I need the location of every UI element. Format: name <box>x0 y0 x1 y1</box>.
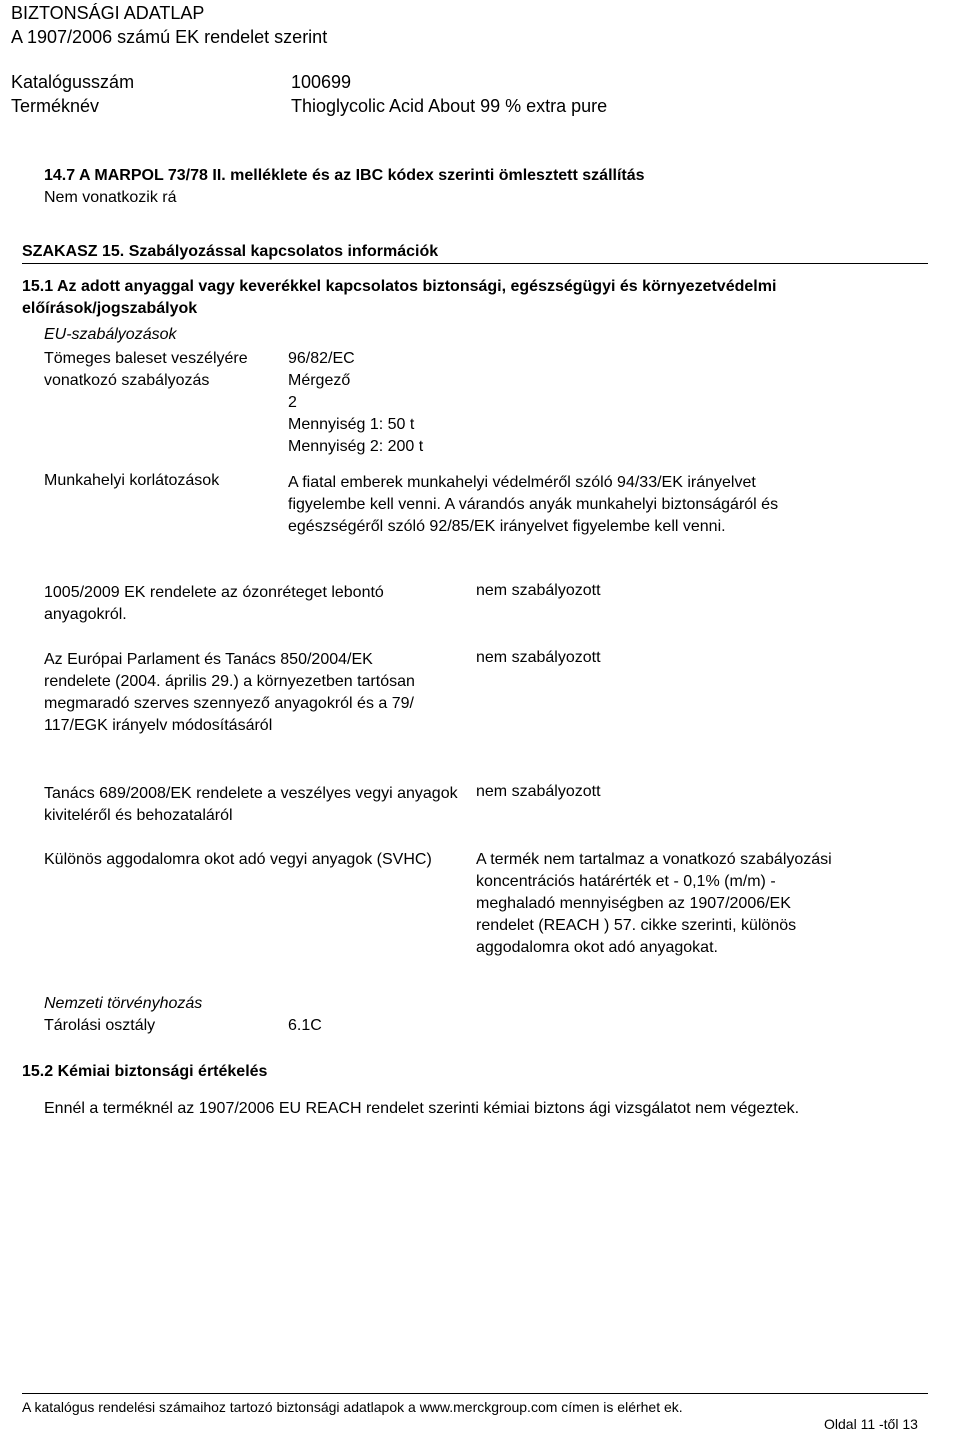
seveso-category: Mérgező <box>288 372 351 389</box>
footer-divider <box>22 1393 928 1394</box>
document-title: BIZTONSÁGI ADATLAP <box>11 3 205 23</box>
section-15-1-heading: 15.1 Az adott anyaggal vagy keverékkel kapcsolatos biztonsági, egészségügyi és környezetvédelmi előírások/jogszabályok <box>22 278 777 317</box>
seveso-quantity-1: Mennyiség 1: 50 t <box>288 416 415 433</box>
section-divider <box>22 263 928 264</box>
seveso-number: 2 <box>288 394 297 411</box>
seveso-directive: 96/82/EC <box>288 350 355 367</box>
section-15-2-heading: 15.2 Kémiai biztonsági értékelés <box>22 1063 268 1080</box>
section-14-7-heading: 14.7 A MARPOL 73/78 II. melléklete és az IBC kódex szerinti ömlesztett szállítás <box>44 167 645 184</box>
catalog-number-value: 100699 <box>291 72 352 92</box>
svhc-label: Különös aggodalomra okot adó vegyi anyagok (SVHC) <box>44 851 432 868</box>
national-legislation-heading: Nemzeti törvényhozás <box>44 995 203 1012</box>
ozone-regulation-value: nem szabályozott <box>476 582 601 599</box>
section-15-2-text: Ennél a terméknél az 1907/2006 EU REACH rendelet szerinti kémiai biztons ági vizsgálatot nem végeztek. <box>44 1100 800 1117</box>
page-number: Oldal 11 -től 13 <box>824 1416 918 1432</box>
seveso-values <box>288 348 423 458</box>
storage-class-label: Tárolási osztály <box>44 1017 156 1034</box>
storage-class-value: 6.1C <box>288 1017 322 1034</box>
seveso-quantity-2: Mennyiség 2: 200 t <box>288 438 424 455</box>
eu-regulations-heading: EU-szabályozások <box>44 326 177 343</box>
workplace-restrictions-label: Munkahelyi korlátozások <box>44 472 220 489</box>
export-regulation-value: nem szabályozott <box>476 783 601 800</box>
svhc-value: A termék nem tartalmaz a vonatkozó szabályozási koncentrációs határérték et - 0,1% (m/m) - meghaladó mennyiségben az 1907/2006/EK rendelet (REACH ) 57. cikke szerinti, különös aggodalomra okot adó anyagokat. <box>476 851 832 956</box>
footer-note: A katalógus rendelési számaihoz tartozó biztonsági adatlapok a www.merckgroup.com címen is elérhet ek. <box>22 1399 683 1415</box>
pop-regulation-value: nem szabályozott <box>476 649 601 666</box>
seveso-label: Tömeges baleset veszélyére vonatkozó szabályozás <box>44 350 248 389</box>
product-name-label: Terméknév <box>11 96 100 116</box>
workplace-restrictions-value: A fiatal emberek munkahelyi védelméről szóló 94/33/EK irányelvet figyelembe kell venni. A várandós anyák munkahelyi biztonságáról és egészségéről szóló 92/85/EK irányelvet figyelembe kell venni. <box>288 474 779 535</box>
export-regulation-label: Tanács 689/2008/EK rendelete a veszélyes vegyi anyagok kiviteléről és behozataláról <box>44 785 458 824</box>
section-15-heading: SZAKASZ 15. Szabályozással kapcsolatos információk <box>22 243 439 260</box>
regulation-subtitle: A 1907/2006 számú EK rendelet szerint <box>11 27 328 47</box>
pop-regulation-label: Az Európai Parlament és Tanács 850/2004/EK rendelete (2004. április 29.) a környezetben tartósan megmaradó szerves szennyező anyagokról és a 79/ 117/EGK irányelv módosításáról <box>44 651 415 734</box>
section-14-7-text: Nem vonatkozik rá <box>44 189 177 206</box>
ozone-regulation-label: 1005/2009 EK rendelete az ózonréteget lebontó anyagokról. <box>44 584 384 623</box>
catalog-number-label: Katalógusszám <box>11 72 135 92</box>
product-name-value: Thioglycolic Acid About 99 % extra pure <box>291 96 608 116</box>
